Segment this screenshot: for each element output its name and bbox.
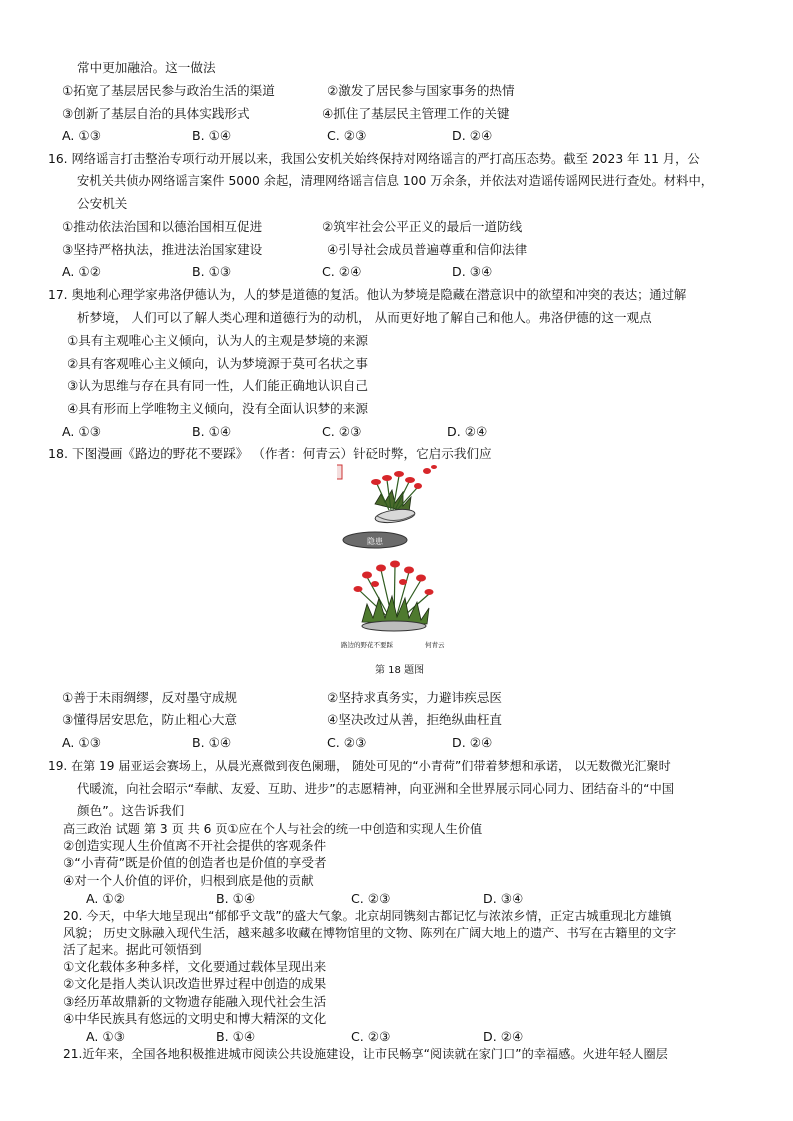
q18-choice-c: C. ②③ <box>327 735 367 750</box>
q16-stem-line1: 16. 网络谣言打击整治专项行动开展以来，我国公安机关始终保持对网络谣言的严打高压态势。截至 2023 年 11 月，公 <box>48 152 700 166</box>
q20-choice-b: B. ①④ <box>216 1029 256 1044</box>
q16-choice-a: A. ①② <box>62 264 101 279</box>
q16-choice-b: B. ①③ <box>192 264 232 279</box>
q15-option-4: ④抓住了基层民主管理工作的关键 <box>322 106 510 121</box>
q19-option-2: ②创造实现人生价值离不开社会提供的客观条件 <box>63 838 327 853</box>
q16-option-3: ③坚持严格执法，推进法治国家建设 <box>62 242 263 257</box>
q17-stem-line2: 析梦境， 人们可以了解人类心理和道德行为的动机， 从而更好地了解自己和他人。弗洛伊德的这一观点 <box>77 310 652 325</box>
q17-option-4: ④具有形而上学唯物主义倾向，没有全面认识梦的来源 <box>67 401 368 416</box>
comic-illustration <box>337 462 452 652</box>
q20-option-2: ②文化是指人类认识改造世界过程中创造的成果 <box>63 976 327 991</box>
q20-stem-line2: 风貌； 历史文脉融入现代生活，越来越多收藏在博物馆里的文物、陈列在广阔大地上的遗产、书写在古籍里的文字 <box>63 926 677 940</box>
q19-choice-b: B. ①④ <box>216 891 256 906</box>
q19-option-3: ③“小青荷”既是价值的创造者也是价值的享受者 <box>63 855 327 870</box>
q19-choice-d: D. ③④ <box>483 891 524 906</box>
q16-stem-line3: 公安机关 <box>77 196 128 211</box>
q19-stem-line2: 代暖流，向社会昭示“奉献、友爱、互助、进步”的志愿精神，向亚洲和全世界展示同心同力、团结奋斗的“中国 <box>77 782 675 796</box>
q18-choice-b: B. ①④ <box>192 735 232 750</box>
q19-choice-a: A. ①② <box>86 891 125 906</box>
q18-option-2: ②坚持求真务实，力避讳疾忌医 <box>327 690 503 705</box>
q17-choice-c: C. ②③ <box>322 424 362 439</box>
q17-stem-line1: 17. 奥地利心理学家弗洛伊德认为，人的梦是道德的复活。他认为梦境是隐藏在潜意识中的欲望和冲突的表达；通过解 <box>48 288 687 302</box>
q18-option-1: ①善于未雨绸缪，反对墨守成规 <box>62 690 238 705</box>
q20-choice-c: C. ②③ <box>351 1029 391 1044</box>
q17-option-2: ②具有客观唯心主义倾向，认为梦境源于莫可名状之事 <box>67 356 368 371</box>
artist-seal <box>337 465 342 479</box>
q15-choice-c: C. ②③ <box>327 128 367 143</box>
q16-option-1: ①推动依法治国和以德治国相互促进 <box>62 219 263 234</box>
q18-choice-a: A. ①③ <box>62 735 101 750</box>
q18-option-3: ③懂得居安思危，防止粗心大意 <box>62 712 238 727</box>
q16-choice-d: D. ③④ <box>452 264 493 279</box>
q16-option-4: ④引导社会成员普遍尊重和信仰法律 <box>327 242 528 257</box>
q20-choice-d: D. ②④ <box>483 1029 524 1044</box>
q20-choice-a: A. ①③ <box>86 1029 125 1044</box>
q17-choice-d: D. ②④ <box>447 424 488 439</box>
lid-label: 隐患 <box>367 537 383 546</box>
q20-option-4: ④中华民族具有悠远的文明史和博大精深的文化 <box>63 1011 327 1026</box>
q21-stem-line1: 21.近年来，全国各地积极推进城市阅读公共设施建设，让市民畅享“阅读就在家门口”的幸福感。火进年轻人圈层 <box>63 1047 668 1061</box>
q15-choice-b: B. ①④ <box>192 128 232 143</box>
q18-figure-caption: 第 18 题图 <box>375 665 425 676</box>
comic-author: 何青云 <box>425 641 445 649</box>
comic-title: 路边的野花不要踩 <box>341 641 393 649</box>
q18-option-4: ④坚决改过从善，拒绝纵曲枉直 <box>327 712 503 727</box>
q19-stem-line1: 19. 在第 19 届亚运会赛场上，从晨光熹微到夜色阑珊， 随处可见的“小青荷”们带着梦想和承诺， 以无数微光汇聚时 <box>48 759 671 773</box>
q17-choice-b: B. ①④ <box>192 424 232 439</box>
q15-option-2: ②激发了居民参与国家事务的热情 <box>327 83 515 98</box>
q20-option-3: ③经历革故鼎新的文物遗存能融入现代社会生活 <box>63 994 327 1009</box>
q18-stem-line1: 18. 下图漫画《路边的野花不要踩》 （作者：何青云）针砭时弊，它启示我们应 <box>48 446 492 461</box>
q18-comic-figure <box>337 462 452 652</box>
q19-footer-and-option-1: 高三政治 试题 第 3 页 共 6 页①应在个人与社会的统一中创造和实现人生价值 <box>63 822 483 836</box>
upper-flower <box>371 465 437 525</box>
q19-stem-line3: 颜色”。这告诉我们 <box>77 803 185 818</box>
q16-option-2: ②筑牢社会公平正义的最后一道防线 <box>322 219 523 234</box>
q17-option-3: ③认为思维与存在具有同一性，人们能正确地认识自己 <box>67 378 368 393</box>
q20-stem-line1: 20. 今天，中华大地呈现出“郁郁乎文哉”的盛大气象。北京胡同镌刻古都记忆与浓浓乡情，正定古城重现北方雄镇 <box>63 909 672 923</box>
q19-option-4: ④对一个人价值的评价，归根到底是他的贡献 <box>63 873 314 888</box>
q20-stem-line3: 活了起来。据此可领悟到 <box>63 942 202 957</box>
q16-choice-c: C. ②④ <box>322 264 362 279</box>
q15-choice-d: D. ②④ <box>452 128 493 143</box>
q15-option-3: ③创新了基层自治的具体实践形式 <box>62 106 250 121</box>
q19-choice-c: C. ②③ <box>351 891 391 906</box>
q15-option-1: ①拓宽了基层居民参与政治生活的渠道 <box>62 83 275 98</box>
lower-flower <box>354 561 434 632</box>
q18-choice-d: D. ②④ <box>452 735 493 750</box>
q17-option-1: ①具有主观唯心主义倾向，认为人的主观是梦境的来源 <box>67 333 368 348</box>
q15-stem-tail: 常中更加融洽。这一做法 <box>77 60 216 75</box>
q15-choice-a: A. ①③ <box>62 128 101 143</box>
q20-option-1: ①文化载体多种多样，文化要通过载体呈现出来 <box>63 959 327 974</box>
q16-stem-line2: 安机关共侦办网络谣言案件 5000 余起，清理网络谣言信息 100 万余条，并依法对造谣传谣网民进行查处。材料中， <box>77 174 714 188</box>
q17-choice-a: A. ①③ <box>62 424 101 439</box>
